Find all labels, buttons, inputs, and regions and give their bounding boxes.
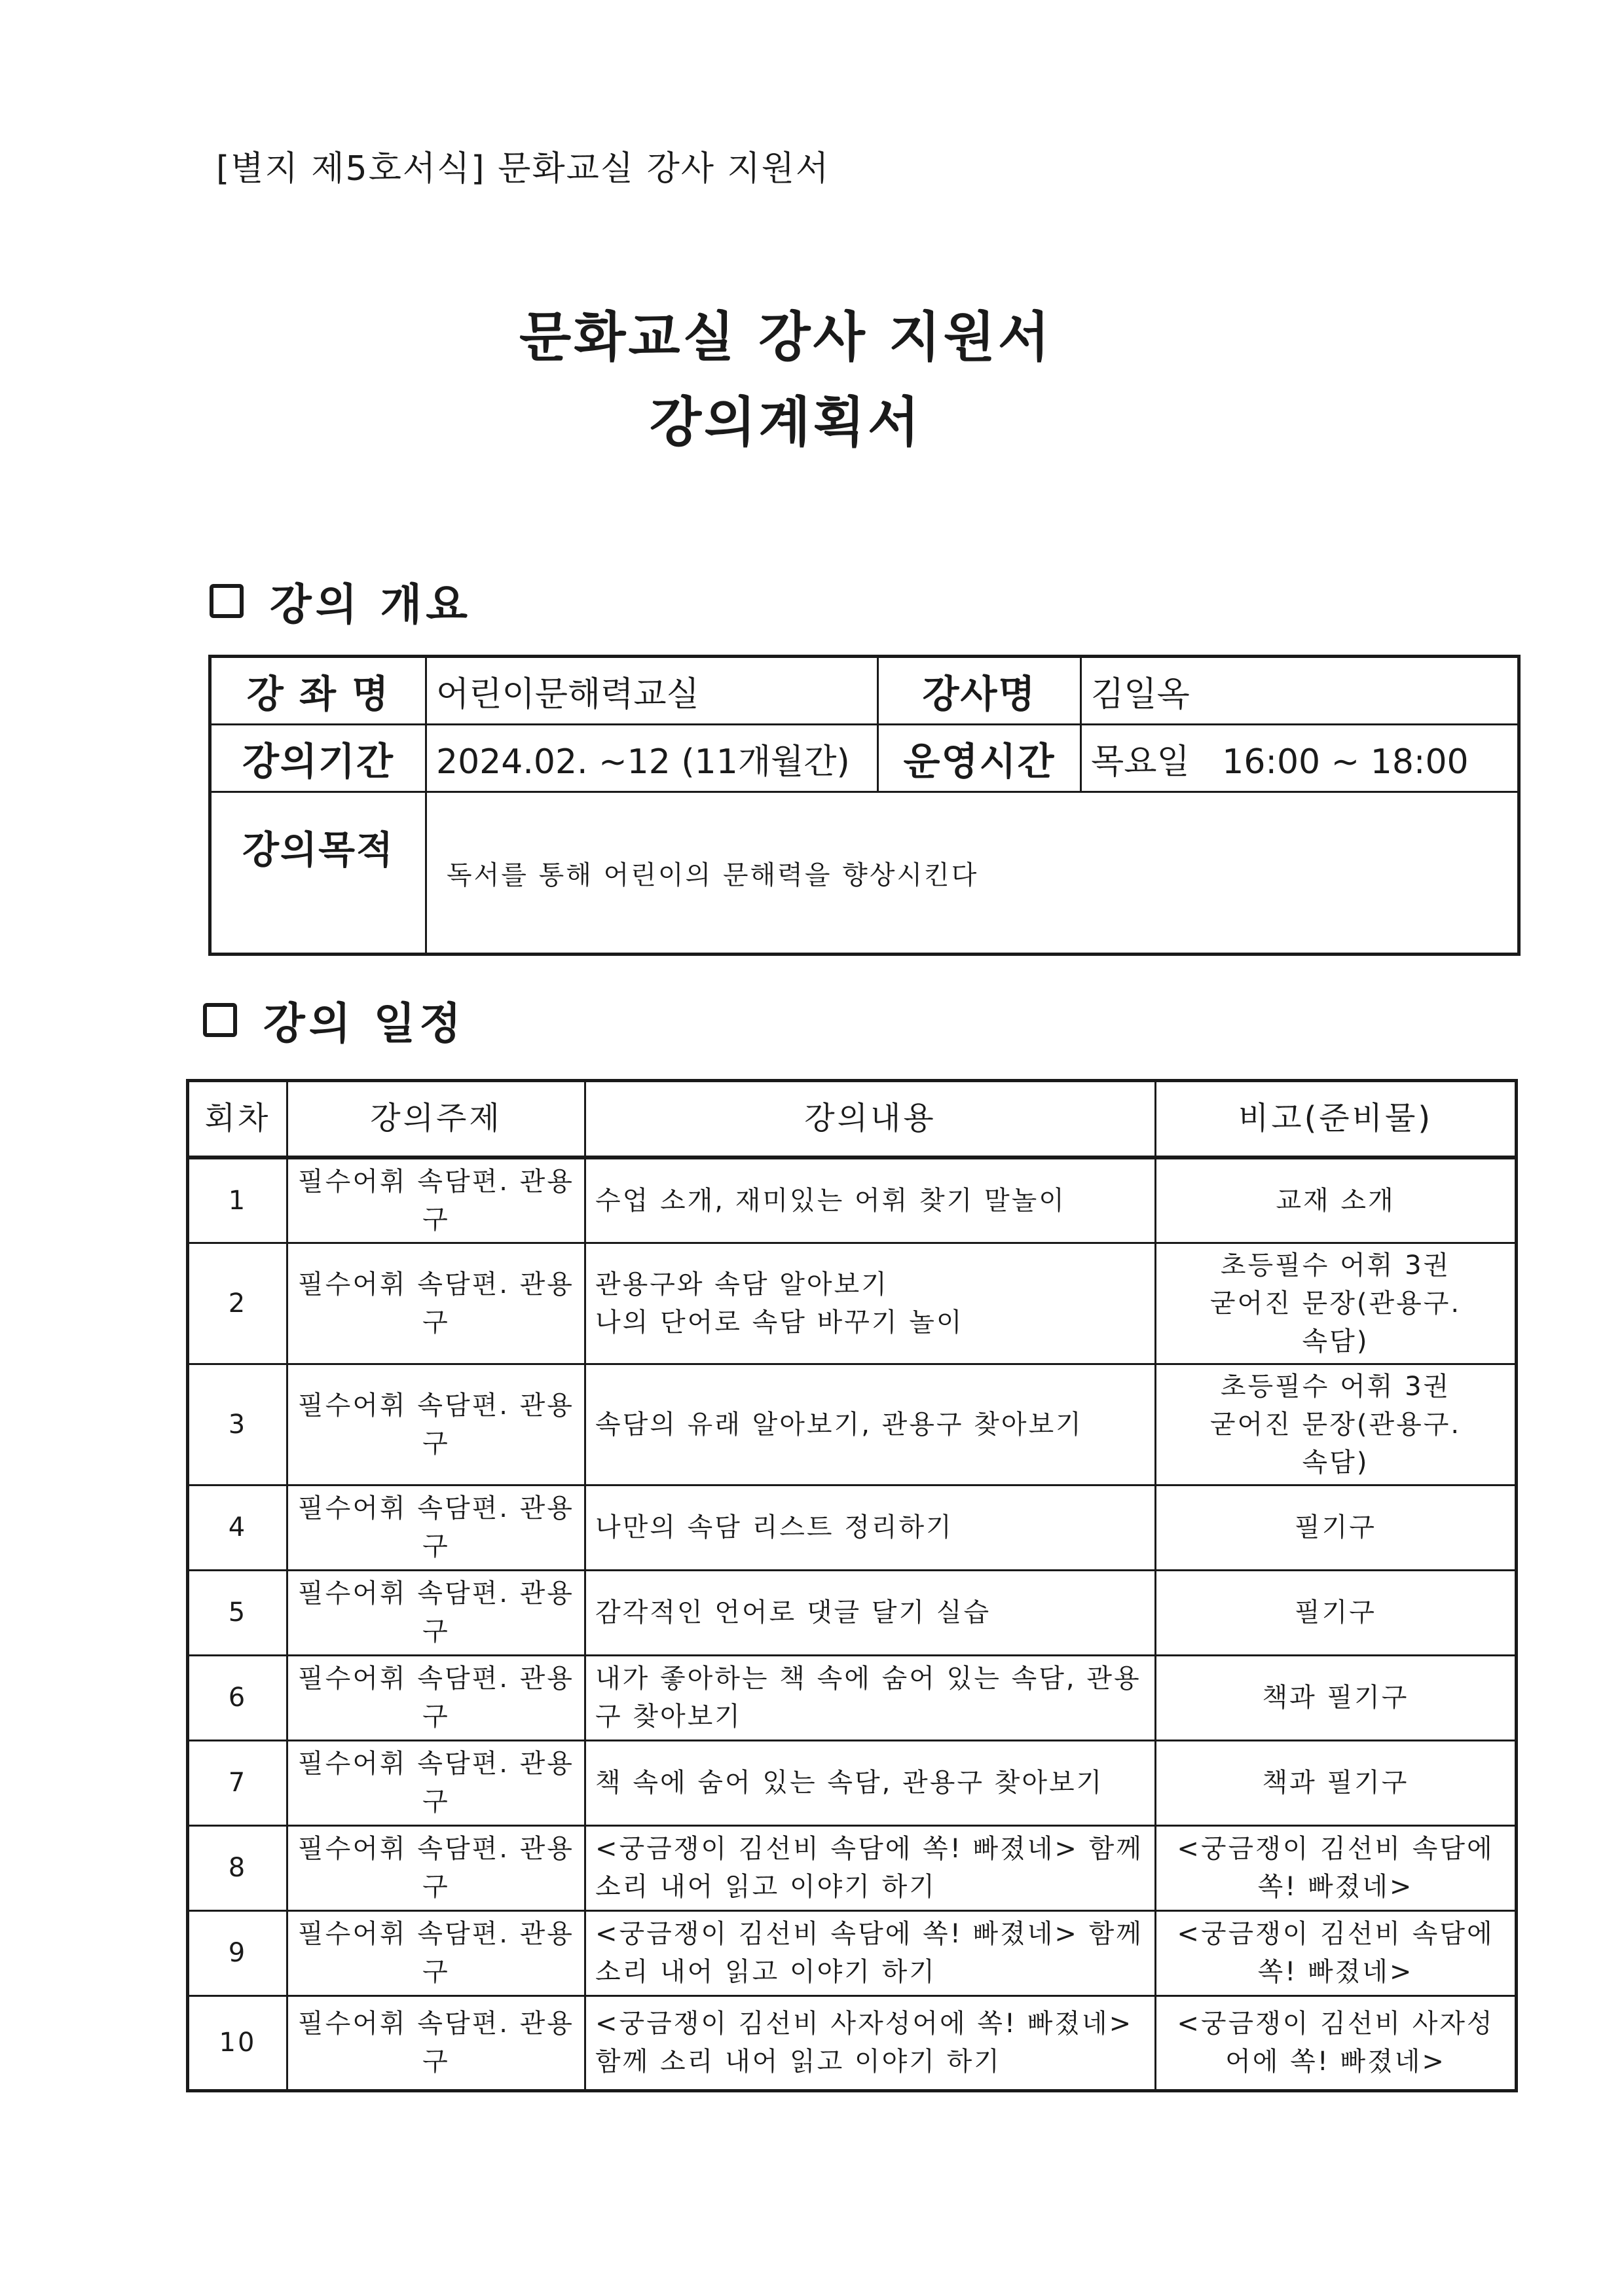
section-overview-title: 강의 개요 [270, 579, 472, 630]
session-note: <궁금쟁이 김선비 속담에 쏙! 빠졌네> [1156, 1910, 1517, 1995]
session-topic: 필수어휘 속담편. 관용구 [287, 1740, 585, 1825]
session-content: 나만의 속담 리스트 정리하기 [585, 1485, 1156, 1570]
table-row [188, 1910, 1517, 1995]
session-number: 10 [188, 1995, 287, 2090]
session-topic: 필수어휘 속담편. 관용구 [287, 1910, 585, 1995]
purpose-value: 독서를 통해 어린이의 문해력을 향상시킨다 [426, 792, 1519, 955]
section-schedule-heading [203, 989, 465, 1051]
session-topic: 필수어휘 속담편. 관용구 [287, 1825, 585, 1910]
session-number: 2 [188, 1243, 287, 1364]
session-topic: 필수어휘 속담편. 관용구 [287, 1157, 585, 1243]
session-topic: 필수어휘 속담편. 관용구 [287, 1995, 585, 2090]
session-topic: 필수어휘 속담편. 관용구 [287, 1243, 585, 1364]
session-note: 필기구 [1156, 1570, 1517, 1655]
session-number: 6 [188, 1655, 287, 1740]
instructor-label: 강사명 [878, 657, 1081, 725]
instructor-value: 김일옥 [1081, 657, 1519, 725]
session-content: 수업 소개, 재미있는 어휘 찾기 말놀이 [585, 1157, 1156, 1243]
header-content: 강의내용 [585, 1081, 1156, 1158]
header-topic: 강의주제 [287, 1081, 585, 1158]
session-number: 8 [188, 1825, 287, 1910]
session-topic: 필수어휘 속담편. 관용구 [287, 1485, 585, 1570]
session-content: 내가 좋아하는 책 속에 숨어 있는 속담, 관용구 찾아보기 [585, 1655, 1156, 1740]
session-content: <궁금쟁이 김선비 속담에 쏙! 빠졌네> 함께 소리 내어 읽고 이야기 하기 [585, 1825, 1156, 1910]
hours-label: 운영시간 [878, 725, 1081, 792]
checkbox-square-icon [203, 1003, 237, 1037]
session-content: 속담의 유래 알아보기, 관용구 찾아보기 [585, 1364, 1156, 1485]
session-number: 7 [188, 1740, 287, 1825]
period-label: 강의기간 [210, 725, 426, 792]
session-note: 책과 필기구 [1156, 1655, 1517, 1740]
schedule-header-row [188, 1081, 1517, 1158]
section-overview-heading [210, 570, 471, 632]
session-topic: 필수어휘 속담편. 관용구 [287, 1364, 585, 1485]
table-row [188, 1570, 1517, 1655]
section-schedule-title: 강의 일정 [263, 998, 466, 1049]
session-note: 초등필수 어휘 3권 굳어진 문장(관용구. 속담) [1156, 1243, 1517, 1364]
overview-table [208, 655, 1521, 956]
table-row [188, 1485, 1517, 1570]
form-label: [별지 제5호서식] 문화교실 강사 지원서 [216, 149, 830, 189]
table-row [188, 1157, 1517, 1243]
schedule-table [186, 1079, 1518, 2092]
session-number: 4 [188, 1485, 287, 1570]
session-note: 책과 필기구 [1156, 1740, 1517, 1825]
table-row [188, 1995, 1517, 2090]
session-note: 초등필수 어휘 3권 굳어진 문장(관용구. 속담) [1156, 1364, 1517, 1485]
session-content: 관용구와 속담 알아보기 나의 단어로 속담 바꾸기 놀이 [585, 1243, 1156, 1364]
table-row [188, 1364, 1517, 1485]
session-note: 교재 소개 [1156, 1157, 1517, 1243]
session-topic: 필수어휘 속담편. 관용구 [287, 1655, 585, 1740]
schedule-body [188, 1157, 1517, 2090]
header-note: 비고(준비물) [1156, 1081, 1517, 1158]
session-number: 9 [188, 1910, 287, 1995]
session-content: 감각적인 언어로 댓글 달기 실습 [585, 1570, 1156, 1655]
session-note: <궁금쟁이 김선비 속담에 쏙! 빠졌네> [1156, 1825, 1517, 1910]
table-row [188, 1655, 1517, 1740]
session-number: 1 [188, 1157, 287, 1243]
session-note: <궁금쟁이 김선비 사자성어에 쏙! 빠졌네> [1156, 1995, 1517, 2090]
document-subtitle: 강의계획서 [649, 391, 923, 454]
session-topic: 필수어휘 속담편. 관용구 [287, 1570, 585, 1655]
checkbox-square-icon [210, 584, 244, 618]
session-content: <궁금쟁이 김선비 사자성어에 쏙! 빠졌네> 함께 소리 내어 읽고 이야기 하기 [585, 1995, 1156, 2090]
course-name-label: 강 좌 명 [210, 657, 426, 725]
course-name-value: 어린이문해력교실 [426, 657, 878, 725]
session-content: 책 속에 숨어 있는 속담, 관용구 찾아보기 [585, 1740, 1156, 1825]
period-value: 2024.02. ~12 (11개월간) [426, 725, 878, 792]
session-note: 필기구 [1156, 1485, 1517, 1570]
header-session: 회차 [188, 1081, 287, 1158]
session-number: 3 [188, 1364, 287, 1485]
hours-value: 목요일 16:00 ~ 18:00 [1081, 725, 1519, 792]
session-content: <궁금쟁이 김선비 속담에 쏙! 빠졌네> 함께 소리 내어 읽고 이야기 하기 [585, 1910, 1156, 1995]
purpose-label: 강의목적 [210, 792, 426, 955]
table-row [188, 1825, 1517, 1910]
session-number: 5 [188, 1570, 287, 1655]
table-row [188, 1243, 1517, 1364]
document-title: 문화교실 강사 지원서 [519, 306, 1052, 369]
table-row [188, 1740, 1517, 1825]
